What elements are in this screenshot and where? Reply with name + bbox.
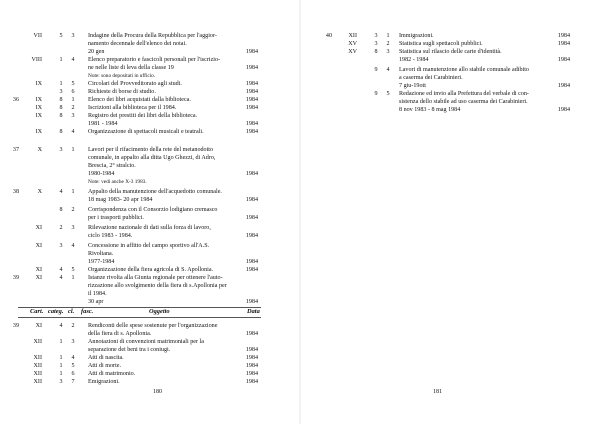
right-page <box>300 0 600 424</box>
entry-description: Emigrazioni. <box>88 379 120 385</box>
cartella-number: 40 <box>325 33 332 39</box>
entry-description: Rilevazione nazionale di dati sulla forza di lavoro, <box>88 225 211 231</box>
class-number: 3 <box>59 89 63 95</box>
entry-date: 1984 <box>557 41 570 47</box>
header-oggetto: Oggetto <box>149 308 170 315</box>
fascicolo-number: 4 <box>71 129 75 135</box>
entry-description: Concessione in affitto del campo sportivo all'A.S. <box>88 243 210 249</box>
entry-description: ciclo 1983 - 1984. <box>88 233 133 239</box>
category-roman: IX <box>35 81 42 87</box>
class-number: 1 <box>59 363 63 369</box>
entry-description: per i trasporti pubblici. <box>88 215 144 221</box>
fascicolo-number: 5 <box>386 91 390 97</box>
class-number: 2 <box>59 225 63 231</box>
archive-entry <box>0 298 300 307</box>
entry-description: 1981 - 1984 <box>88 121 118 127</box>
entry-description: 1977-1984 <box>88 259 115 265</box>
entry-description: separazione dei beni tra i coniugi. <box>88 347 171 353</box>
fascicolo-number: 3 <box>71 33 75 39</box>
class-number: 8 <box>59 207 63 213</box>
fascicolo-number: 1 <box>71 189 75 195</box>
fascicolo-number: 4 <box>71 243 75 249</box>
class-number: 3 <box>59 243 63 249</box>
entry-date: 1984 <box>245 371 258 377</box>
entry-description: 20 gen <box>88 49 105 55</box>
entry-description: 8 nov 1983 - 8 mag 1984 <box>399 107 461 113</box>
class-number: 1 <box>59 339 63 345</box>
entry-date: 1984 <box>557 83 570 89</box>
entry-description: Organizzazione della fiera agricola di S. Apollonia. <box>88 267 214 273</box>
entry-description: Registro dei prestiti dei libri della biblioteca. <box>88 113 198 119</box>
category-roman: IX <box>35 105 42 111</box>
class-number: 8 <box>59 97 63 103</box>
fascicolo-number: 6 <box>71 89 75 95</box>
category-roman: XII <box>348 33 357 39</box>
fascicolo-number: 6 <box>71 371 75 377</box>
fascicolo-number: 2 <box>71 323 75 329</box>
fascicolo-number: 3 <box>71 339 75 345</box>
entry-description: Statistica sugli spettacoli pubblici. <box>399 41 483 47</box>
entry-description: Redazione ed invio alla Prefettura del verbale di con- <box>399 91 529 97</box>
header-data: Data <box>247 308 260 315</box>
entry-date: 1984 <box>245 129 258 135</box>
entry-date: 1984 <box>245 331 258 337</box>
cartella-number: 39 <box>12 275 19 281</box>
fascicolo-number: 1 <box>71 147 75 153</box>
entry-description: a caserma dei Carabinieri. <box>399 75 463 81</box>
entry-date: 1984 <box>245 215 258 221</box>
class-number: 8 <box>59 105 63 111</box>
entry-description: Rendiconti delle spese sostenute per l'organizzazione <box>88 323 218 329</box>
entry-description: Rivoltana. <box>88 251 114 257</box>
cartella-number: 38 <box>12 189 19 195</box>
entry-date: 1984 <box>245 65 258 71</box>
entry-date: 1984 <box>245 299 258 305</box>
class-number: 8 <box>374 49 378 55</box>
fascicolo-number: 5 <box>71 267 75 273</box>
entry-date: 1984 <box>245 197 258 203</box>
entry-description: Elenco preparatorio e fascicoli personali per l'iscrizio- <box>88 57 221 63</box>
class-number: 4 <box>59 189 63 195</box>
page-number-right: 181 <box>433 389 442 395</box>
archive-entry-continuation <box>300 56 600 65</box>
category-roman: X <box>37 147 42 153</box>
entry-date: 1984 <box>245 233 258 239</box>
entry-description: il 1984. <box>88 291 107 297</box>
entry-description: 1980-1984 <box>88 171 115 177</box>
category-roman: IX <box>35 97 42 103</box>
entry-description: Brescia, 2° stralcio. <box>88 163 136 169</box>
class-number: 5 <box>59 33 63 39</box>
entry-description: Lavori per il rifacimento della rete del metanodotto <box>88 147 214 153</box>
fascicolo-number: 4 <box>386 67 390 73</box>
category-roman: XI <box>35 243 42 249</box>
category-roman: VIII <box>31 57 42 63</box>
entry-date: 1984 <box>557 107 570 113</box>
header-rule-bottom <box>18 317 261 318</box>
entry-date: 1984 <box>557 33 570 39</box>
category-roman: IX <box>35 129 42 135</box>
entry-description: Appalto della manutenzione dell'acquedotto comunale. <box>88 189 222 195</box>
category-roman: VII <box>33 33 42 39</box>
category-roman: XI <box>35 225 42 231</box>
entry-description: Corrispondenza con il Consorzio lodigiano cremasco <box>88 207 218 213</box>
archive-entry-continuation <box>300 106 600 115</box>
class-number: 4 <box>59 267 63 273</box>
header-categ: categ. <box>48 308 64 315</box>
fascicolo-number: 2 <box>71 105 75 111</box>
fascicolo-number: 4 <box>71 355 75 361</box>
entry-description: Lavori di manutenzione allo stabile comunale adibito <box>399 67 529 73</box>
fascicolo-number: 7 <box>71 379 75 385</box>
header-cl: cl. <box>68 308 75 315</box>
entry-description: comunale, in appalto alla ditta Ugo Ghezzi, di Adro, <box>88 155 216 161</box>
category-roman: XII <box>33 363 42 369</box>
header-cart: Cart. <box>30 308 44 315</box>
class-number: 4 <box>59 275 63 281</box>
entry-date: 1984 <box>557 57 570 63</box>
entry-date: 1984 <box>245 81 258 87</box>
cartella-number: 37 <box>12 147 19 153</box>
category-roman: XII <box>33 371 42 377</box>
cartella-number: 39 <box>12 323 19 329</box>
archive-entry <box>0 178 300 187</box>
class-number: 3 <box>59 379 63 385</box>
entry-description: Organizzazione di spettacoli musicali e teatrali. <box>88 129 204 135</box>
entry-description: Iscrizioni alla biblioteca per il 1984. <box>88 105 177 111</box>
entry-date: 1984 <box>245 259 258 265</box>
entry-date: 1984 <box>245 49 258 55</box>
entry-description: 18 mag 1983- 20 apr 1984 <box>88 197 153 203</box>
entry-note: Note: vedi anche X-3 1983. <box>88 179 147 185</box>
entry-date: 1984 <box>245 171 258 177</box>
category-roman: XV <box>348 49 357 55</box>
entry-description: Atti di morte. <box>88 363 122 369</box>
class-number: 1 <box>59 371 63 377</box>
entry-date: 1984 <box>245 105 258 111</box>
fascicolo-number: 3 <box>386 49 390 55</box>
entry-description: Atti di nascita. <box>88 355 124 361</box>
header-fasc: fasc. <box>81 308 94 315</box>
entry-description: Elenco dei libri acquistati dalla biblioteca. <box>88 97 191 103</box>
entry-description: ne nelle liste di leva della classe 19 <box>88 65 174 71</box>
category-roman: IX <box>35 113 42 119</box>
category-roman: XV <box>348 41 357 47</box>
entry-description: Atti di matrimonio. <box>88 371 136 377</box>
entry-description: della fiera di s. Apollonia. <box>88 331 152 337</box>
entry-date: 1984 <box>245 379 258 385</box>
fascicolo-number: 2 <box>386 41 390 47</box>
archive-entry <box>0 128 300 137</box>
class-number: 3 <box>374 33 378 39</box>
entry-date: 1984 <box>245 97 258 103</box>
category-roman: XI <box>35 267 42 273</box>
entry-description: Immigrazioni. <box>399 33 434 39</box>
class-number: 8 <box>59 129 63 135</box>
entry-description: namento decennale dell'elenco dei notai. <box>88 41 187 47</box>
archive-entry <box>0 378 300 387</box>
fascicolo-number: 1 <box>386 33 390 39</box>
cartella-number: 36 <box>12 97 19 103</box>
fascicolo-number: 4 <box>71 57 75 63</box>
entry-date: 1984 <box>245 347 258 353</box>
entry-date: 1984 <box>245 267 258 273</box>
entry-date: 1984 <box>245 363 258 369</box>
entry-description: Istanze rivolta alla Giunta regionale per ottenere l'auto- <box>88 275 223 281</box>
entry-description: Richieste di borse di studio. <box>88 89 156 95</box>
entry-description: 7 giu-19ott <box>399 83 426 89</box>
class-number: 1 <box>59 57 63 63</box>
entry-date: 1984 <box>245 121 258 127</box>
fascicolo-number: 1 <box>71 275 75 281</box>
category-roman: XI <box>35 323 42 329</box>
class-number: 9 <box>374 67 378 73</box>
class-number: 8 <box>59 113 63 119</box>
entry-description: Statistica sul rilascio delle carte d'identità. <box>399 49 502 55</box>
class-number: 3 <box>374 41 378 47</box>
entry-date: 1984 <box>245 355 258 361</box>
archive-entry-continuation <box>0 232 300 241</box>
entry-description: Circolari del Provveditorato agli studi. <box>88 81 182 87</box>
entry-note: Note: sono depositati in ufficio. <box>88 73 156 79</box>
class-number: 1 <box>59 355 63 361</box>
category-roman: XII <box>33 339 42 345</box>
entry-description: 1982 - 1984 <box>399 57 429 63</box>
entry-description: Indagine della Procura della Repubblica per l'aggior- <box>88 33 217 39</box>
fascicolo-number: 1 <box>71 97 75 103</box>
entry-description: 30 apr <box>88 299 104 305</box>
fascicolo-number: 5 <box>71 81 75 87</box>
class-number: 9 <box>374 91 378 97</box>
fascicolo-number: 5 <box>71 363 75 369</box>
category-roman: XII <box>33 379 42 385</box>
category-roman: XI <box>35 275 42 281</box>
class-number: 4 <box>59 323 63 329</box>
entry-description: sistenza dello stabile ad uso caserma dei Carabinieri. <box>399 99 528 105</box>
class-number: 3 <box>59 147 63 153</box>
fascicolo-number: 2 <box>71 207 75 213</box>
page-number-left: 180 <box>153 389 162 395</box>
entry-date: 1984 <box>245 89 258 95</box>
fascicolo-number: 3 <box>71 113 75 119</box>
archive-entry-continuation <box>0 214 300 223</box>
entry-description: rizzazione allo svolgimento della fiera di s.Apollonia per <box>88 283 227 289</box>
table-header <box>0 308 300 317</box>
category-roman: X <box>37 189 42 195</box>
entry-description: Annotazioni di convenzioni matrimoniali per la <box>88 339 204 345</box>
class-number: 1 <box>59 81 63 87</box>
fascicolo-number: 3 <box>71 225 75 231</box>
category-roman: XII <box>33 355 42 361</box>
archive-entry-continuation <box>0 196 300 205</box>
